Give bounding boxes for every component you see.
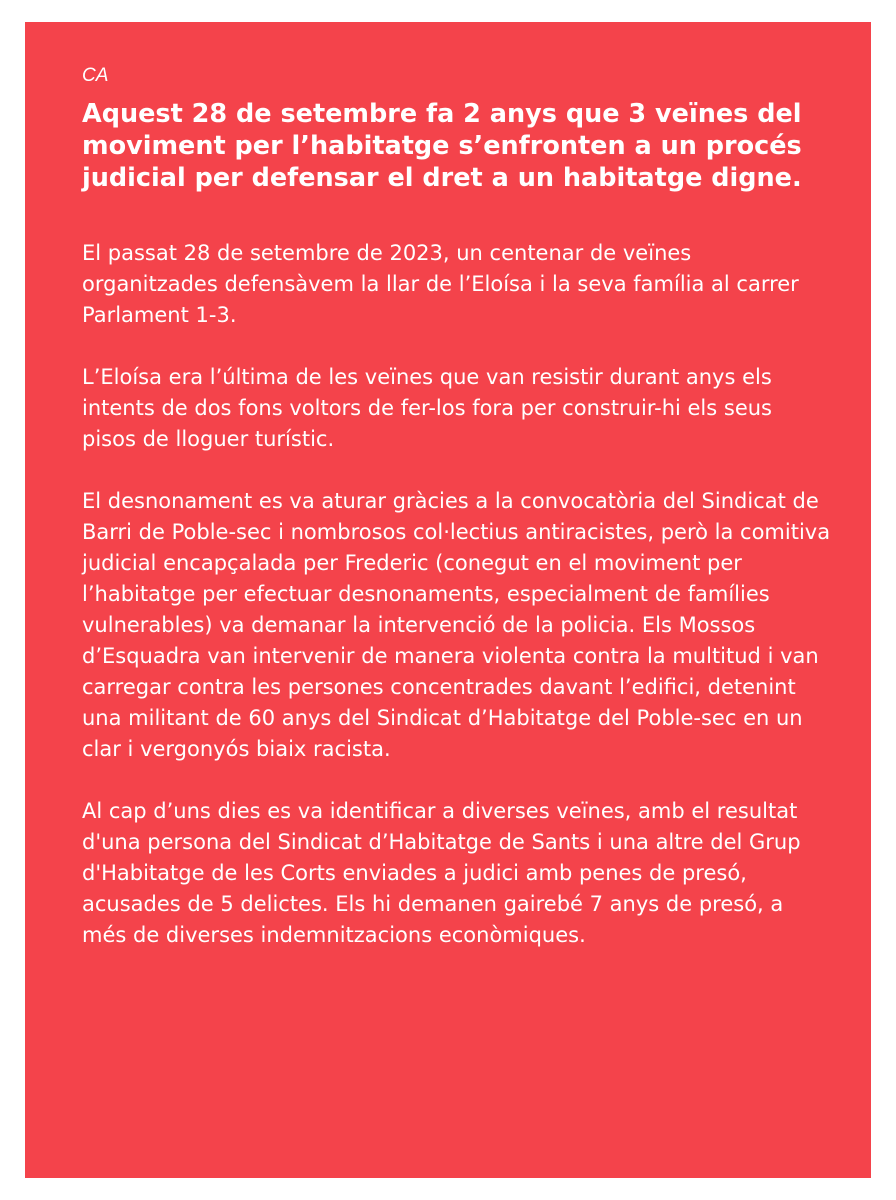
paragraph-4: Al cap d’uns dies es va identificar a diverses veïnes, amb el resultat d'una persona del Sindicat d’Habitatge de Sants i una altre del Grup d'Habitatge de les Corts enviades a judici amb penes de presó, acusades de 5 delictes. Els hi demanen gairebé 7 anys de presó, a més de diverses indemnitzacions econòmiques. <box>82 799 801 947</box>
headline: Aquest 28 de setembre fa 2 anys que 3 veïnes del moviment per l’habitatge s’enfronten a un procés judicial per defensar el dret a un habitatge digne. <box>82 99 802 193</box>
statement-card <box>25 22 871 1178</box>
paragraph-3: El desnonament es va aturar gràcies a la convocatòria del Sindicat de Barri de Poble-sec i nombrosos col·lectius antiracistes, però la comitiva judicial encapçalada per Frederic (conegut en el moviment per l’habitatge per efectuar desnonaments, especialment de famílies vulnerables) va demanar la intervenció de la policia. Els Mossos d’Esquadra van intervenir de manera violenta contra la multitud i van carregar contra les persones concentrades davant l’edifici, detenint una militant de 60 anys del Sindicat d’Habitatge del Poble-sec en un clar i vergonyós biaix racista. <box>82 489 831 761</box>
paragraph-2: L’Eloísa era l’última de les veïnes que van resistir durant anys els intents de dos fons voltors de fer-los fora per construir-hi els seus pisos de lloguer turístic. <box>82 365 772 451</box>
paragraph-1: El passat 28 de setembre de 2023, un centenar de veïnes organitzades defensàvem la llar de l’Eloísa i la seva família al carrer Parlament 1-3. <box>82 241 799 327</box>
language-tag: CA <box>82 65 109 86</box>
